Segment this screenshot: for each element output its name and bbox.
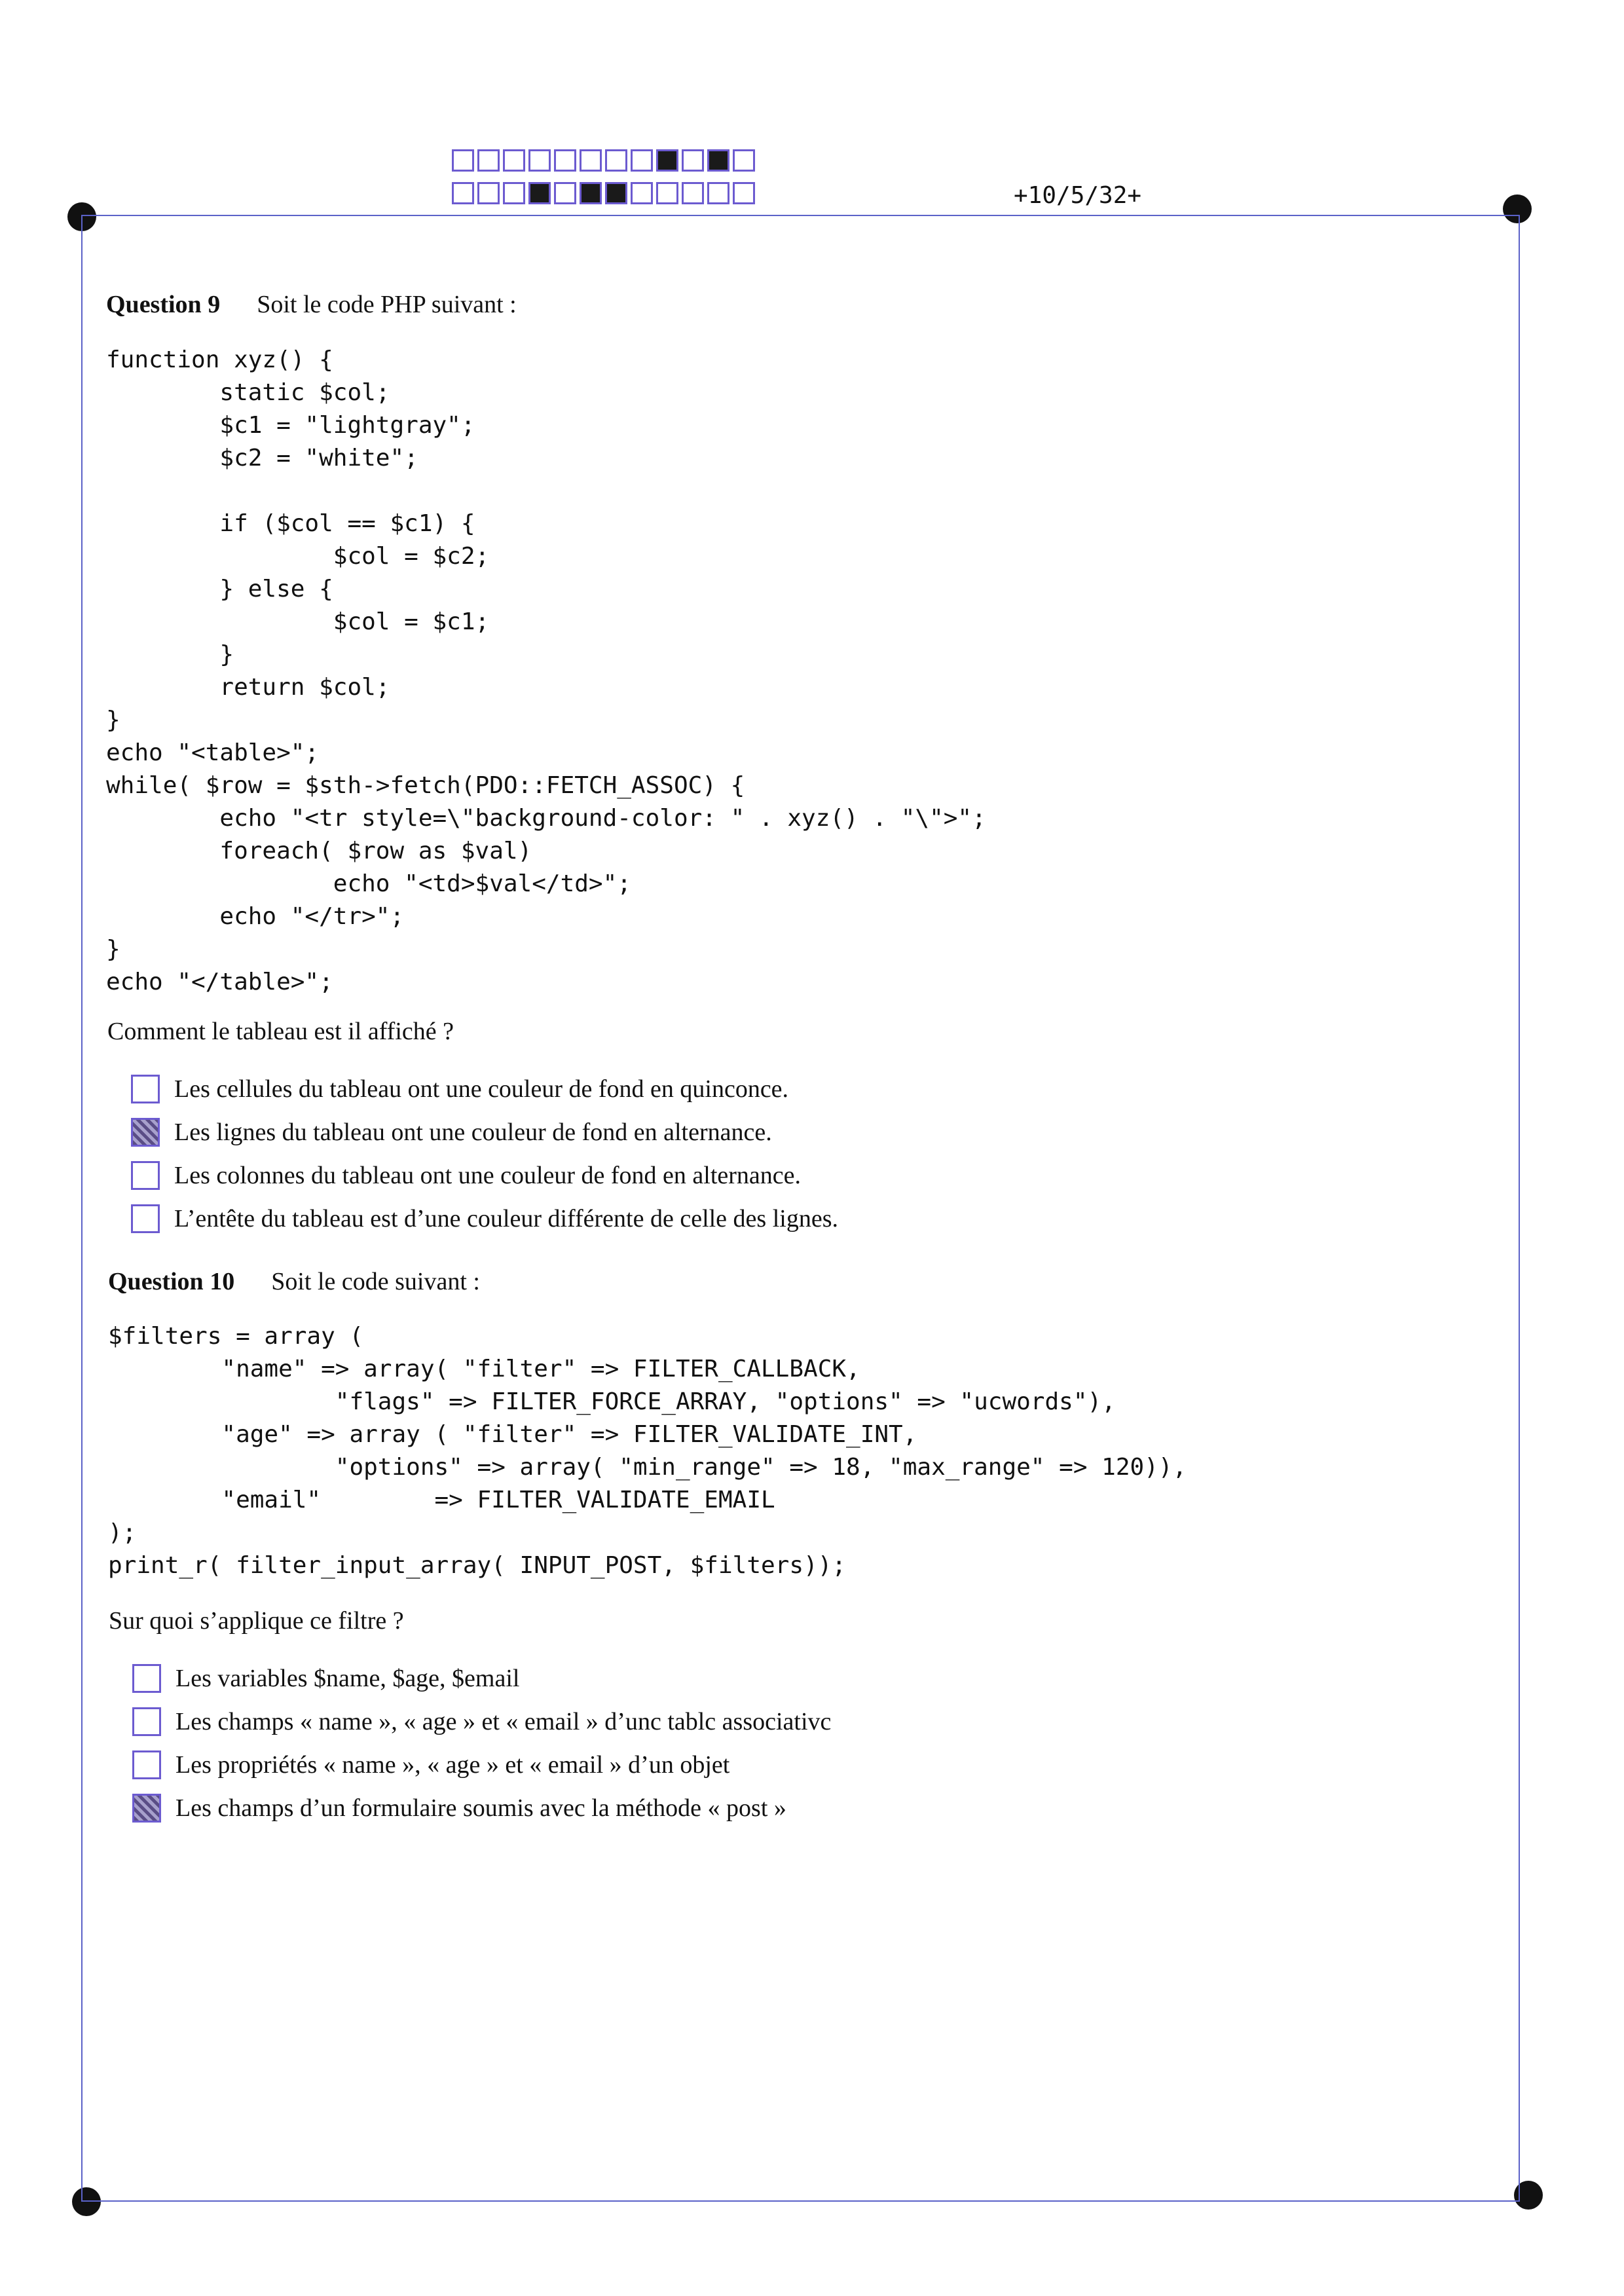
code-box xyxy=(452,182,474,204)
question-10-option-c[interactable] xyxy=(132,1743,831,1787)
question-10-prompt: Sur quoi s’applique ce filtre ? xyxy=(109,1607,404,1635)
page-id-code: +10/5/32+ xyxy=(1014,182,1142,209)
question-9-prompt: Comment le tableau est il affiché ? xyxy=(107,1018,454,1045)
option-label: L’entête du tableau est d’une couleur différente de celle des lignes. xyxy=(174,1205,838,1232)
checkbox[interactable] xyxy=(131,1118,160,1147)
code-box xyxy=(682,182,704,204)
option-label: Les variables $name, $age, $email xyxy=(175,1665,520,1692)
code-box xyxy=(503,182,525,204)
question-9-option-d[interactable] xyxy=(131,1197,838,1240)
checkbox[interactable] xyxy=(132,1794,161,1823)
code-box xyxy=(656,182,678,204)
code-box xyxy=(554,149,576,172)
question-10-option-a[interactable] xyxy=(132,1657,831,1700)
option-label: Les champs « name », « age » et « email » d’unc tablc associativc xyxy=(175,1708,832,1735)
checkbox[interactable] xyxy=(132,1664,161,1693)
option-label: Les colonnes du tableau ont une couleur de fond en alternance. xyxy=(174,1162,802,1189)
code-box xyxy=(733,182,755,204)
checkbox[interactable] xyxy=(131,1075,160,1103)
option-label: Les champs d’un formulaire soumis avec la méthode « post » xyxy=(175,1794,786,1822)
code-box xyxy=(503,149,525,172)
code-box xyxy=(707,149,729,172)
checkbox[interactable] xyxy=(132,1750,161,1779)
code-box xyxy=(528,149,551,172)
code-box xyxy=(733,149,755,172)
checkbox[interactable] xyxy=(132,1707,161,1736)
code-box xyxy=(477,182,500,204)
code-box xyxy=(580,182,602,204)
code-box xyxy=(580,149,602,172)
option-label: Les propriétés « name », « age » et « email » d’un objet xyxy=(175,1751,730,1779)
question-9-number: Question 9 xyxy=(106,291,221,318)
question-9-code: function xyz() { static $col; $c1 = "lightgray"; $c2 = "white"; if ($col == $c1) { $col = $c2; } else { $col = $c1; } return $col; } echo "<table>"; while( $row = $sth->fetch(PDO::FETCH_ASSOC) { echo "<tr style=\"background-color: " . xyz() . "\">"; foreach( $row as $val) echo "<td>$val</td>"; echo "</tr>"; } echo "</table>"; xyxy=(106,346,986,995)
question-10-options xyxy=(132,1657,831,1830)
checkbox[interactable] xyxy=(131,1161,160,1190)
code-box-row-1 xyxy=(452,149,758,172)
code-box xyxy=(477,149,500,172)
code-box xyxy=(554,182,576,204)
question-10-text: Soit le code suivant : xyxy=(271,1268,480,1295)
code-box xyxy=(682,149,704,172)
code-box xyxy=(528,182,551,204)
question-10-title xyxy=(108,1267,480,1296)
checkbox[interactable] xyxy=(131,1204,160,1233)
question-10-option-b[interactable] xyxy=(132,1700,831,1743)
question-9-option-a[interactable] xyxy=(131,1067,838,1111)
question-10-code: $filters = array ( "name" => array( "filter" => FILTER_CALLBACK, "flags" => FILTER_FORCE_ARRAY, "options" => "ucwords"), "age" => array ( "filter" => FILTER_VALIDATE_INT, "options" => array( "min_range" => 18, "max_range" => 120)), "email" => FILTER_VALIDATE_EMAIL ); print_r( filter_input_array( INPUT_POST, $filters)); xyxy=(108,1323,1187,1579)
option-label: Les lignes du tableau ont une couleur de fond en alternance. xyxy=(174,1119,772,1146)
code-box xyxy=(452,149,474,172)
code-box xyxy=(707,182,729,204)
question-9-option-b[interactable] xyxy=(131,1111,838,1154)
question-9-options xyxy=(131,1067,838,1240)
code-box xyxy=(605,149,627,172)
question-10-option-d[interactable] xyxy=(132,1787,831,1830)
code-box-row-2 xyxy=(452,182,758,204)
question-9-text: Soit le code PHP suivant : xyxy=(257,291,517,318)
question-9-option-c[interactable] xyxy=(131,1154,838,1197)
question-10-number: Question 10 xyxy=(108,1268,235,1295)
code-box xyxy=(631,182,653,204)
question-9-title xyxy=(106,290,517,319)
code-box xyxy=(656,149,678,172)
option-label: Les cellules du tableau ont une couleur de fond en quinconce. xyxy=(174,1075,789,1103)
code-box xyxy=(605,182,627,204)
code-box xyxy=(631,149,653,172)
